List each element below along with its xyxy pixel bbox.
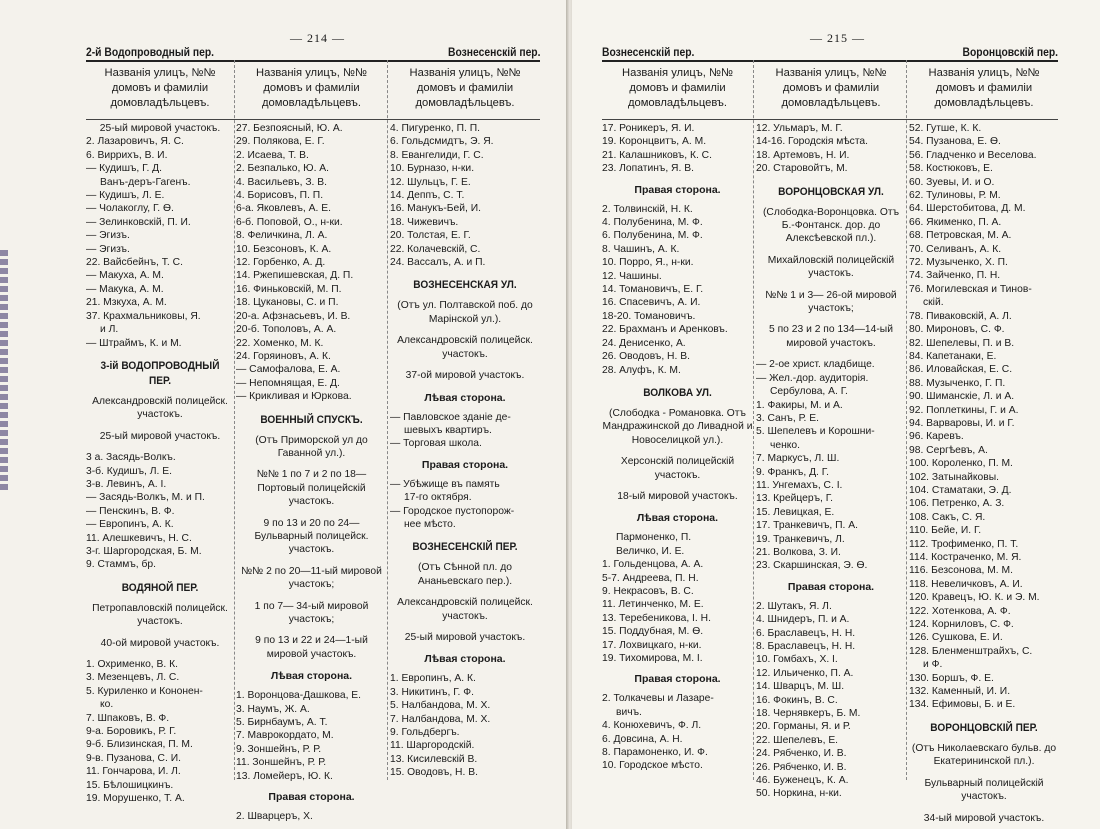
owner-entry: 60. Зуевы, И. и О.: [909, 176, 995, 188]
district-note: (Отъ Николаевскаго бульв. до Екатерининской пл.).: [911, 742, 1057, 768]
owner-entry: 90. Шиманскіе, Л. и А.: [909, 391, 1015, 403]
owner-entry: 17-го октября.: [404, 492, 472, 504]
owner-entry: 64. Шерстобитова, Д. М.: [909, 203, 1026, 215]
owner-entry: вичъ.: [616, 706, 642, 718]
street-heading: ВОРОНЦОВСКІЙ ПЕР.: [930, 721, 1038, 734]
owner-entry: 100. Короленко, П. М.: [909, 458, 1013, 470]
owner-entry: 58. Костюковъ, Е.: [909, 163, 993, 175]
owner-entry: 4. Борисовъ, П. П.: [236, 190, 324, 202]
owner-entry: — Торговая школа.: [390, 438, 482, 450]
owner-entry: 20-б. Тополовъ, А. А.: [236, 324, 337, 336]
owner-entry: 16. Финьковскій, М. П.: [236, 283, 342, 295]
district-note: №№ 2 по 20—11-ый мировой участокъ;: [241, 565, 382, 591]
column-body: [602, 119, 753, 773]
owner-entry: — Эгизъ.: [86, 230, 130, 242]
owner-entry: 9. Некрасовъ, В. С.: [602, 585, 694, 597]
district-note: 5 по 23 и 2 по 134—14-ый мировой участокъ.: [769, 324, 893, 349]
owner-entry: 18-20. Томановичъ.: [602, 310, 696, 322]
owner-entry: Величко, И. Е.: [616, 545, 685, 557]
owner-entry: 16. Фокинъ, В. С.: [756, 694, 838, 706]
running-header-left: 2-й Водопроводный пер.: [86, 45, 215, 59]
running-header-right: Воронцовскій пер.: [962, 45, 1058, 59]
owner-entry: 28. Алуфъ, К. М.: [602, 364, 681, 376]
owner-entry: 21. Калашниковъ, К. С.: [602, 149, 712, 161]
owner-entry: 124. Корниловъ, С. Ф.: [909, 619, 1014, 631]
owner-entry: — Жел.-дор. аудиторія.: [756, 372, 869, 384]
owner-entry: 8. Евангелиди, Г. С.: [390, 149, 484, 161]
owner-entry: 104. Стаматаки, Э. Д.: [909, 484, 1012, 496]
owner-entry: и Л.: [100, 324, 119, 336]
owner-entry: 20. Толстая, Е. Г.: [390, 230, 471, 242]
owner-entry: 52. Гутше, К. К.: [909, 123, 982, 134]
owner-entry: 6. Полубенина, М. Ф.: [602, 230, 703, 242]
owner-entry: 21. Мзкуха, А. М.: [86, 297, 167, 309]
owner-entry: 96. Каревъ.: [909, 431, 964, 443]
right-page: [572, 0, 1100, 829]
owner-entry: 22. Вайсбейнъ, Т. С.: [86, 257, 183, 269]
owner-entry: 78. Пиваковскій, А. Л.: [909, 310, 1012, 322]
owner-entry: 108. Сакъ, С. Я.: [909, 511, 986, 523]
owner-entry: 118. Невеличковъ, А. И.: [909, 578, 1023, 590]
owner-entry: 4. Полубенина, М. Ф.: [602, 217, 703, 229]
district-note: Михайловскій полицейскій участокъ.: [767, 254, 895, 280]
owner-entry: 14-16. Городскія мѣста.: [756, 136, 869, 148]
owner-entry: 22. Хоменко, М. К.: [236, 337, 324, 349]
district-note: Петропавловскій полицейск. участокъ.: [92, 602, 228, 628]
column-3: [390, 60, 540, 780]
owner-entry: 2. Толвинскій, Н. К.: [602, 203, 693, 215]
owner-entry: 13. Ломейеръ, Ю. К.: [236, 770, 333, 782]
owner-entry: 10. Городское мѣсто.: [602, 760, 703, 772]
owner-entry: 84. Капетанаки, Е.: [909, 350, 997, 362]
owner-entry: — Засядь-Волкъ, М. и П.: [86, 492, 205, 504]
owner-entry: 16. Спасевичъ, А. И.: [602, 297, 701, 309]
column-body: [909, 119, 1059, 825]
owner-entry: — Городское пустопорож-: [390, 505, 515, 517]
side-subheading: Лѣвая сторона.: [270, 670, 353, 683]
owner-entry: — 2-ое христ. кладбище.: [756, 359, 875, 371]
owner-entry: 72. Музыченко, Х. П.: [909, 257, 1008, 269]
owner-entry: 68. Петровская, М. А.: [909, 230, 1012, 242]
owner-entry: — Кудишъ, Л. Е.: [86, 190, 165, 202]
owner-entry: — Европинъ, А. К.: [86, 519, 174, 531]
owner-entry: 8. Парамоненко, И. Ф.: [602, 747, 708, 759]
page-number: — 215 —: [810, 31, 865, 45]
district-note: Александровскій полицейск. участокъ.: [92, 395, 228, 421]
district-note: (Отъ Сѣнной пл. до Ананьевскаго пер.).: [417, 562, 513, 587]
column-body: [756, 119, 906, 801]
owner-entry: 50. Норкина, н-ки.: [756, 788, 842, 800]
district-note: Александровскій полицейск. участокъ.: [397, 597, 533, 622]
owner-entry: 20. Горманы, Я. и Р.: [756, 721, 851, 733]
side-subheading: Правая сторона.: [634, 673, 721, 686]
owner-entry: ко.: [100, 699, 114, 711]
owner-entry: 46. Буженецъ, К. А.: [756, 775, 849, 787]
owner-entry: 19. Тихомирова, М. I.: [602, 653, 703, 664]
owner-entry: 18. Чернявкеръ, Б. М.: [756, 708, 861, 720]
owner-entry: 112. Трофименко, П. Т.: [909, 538, 1019, 550]
district-note: (Слободка-Воронцовка. Отъ Б.-Фонтанск. дор. до Алексѣевской пл.).: [762, 206, 900, 245]
owner-entry: ченко.: [770, 439, 800, 451]
running-header-right: Вознесенскій пер.: [447, 45, 540, 59]
district-note: №№ 1 и 3— 26-ой мировой участокъ;: [765, 289, 897, 315]
owner-entry: 82. Шепелевы, П. и В.: [909, 337, 1015, 349]
owner-entry: 25-ый мировой участокъ.: [99, 123, 221, 134]
owner-entry: 3-б. Кудишъ, Л. Е.: [86, 465, 172, 477]
owner-entry: 12. Шульцъ, Г. Е.: [390, 176, 471, 188]
owner-entry: 4. Шнидеръ, П. и А.: [756, 614, 850, 626]
owner-entry: 2. Толкачевы и Лазаре-: [602, 693, 714, 705]
district-note: 25-ый мировой участокъ.: [99, 430, 221, 442]
owner-entry: 9-в. Пузанова, С. И.: [86, 752, 181, 764]
owner-entry: 7. Мавpокордато, М.: [236, 730, 334, 742]
side-subheading: Правая сторона.: [421, 458, 509, 471]
owner-entry: 70. Селиванъ, А. К.: [909, 243, 1002, 255]
column-body: [236, 119, 387, 823]
side-subheading: Лѣвая сторона.: [424, 391, 506, 404]
owner-entry: Ванъ-деръ-Гагенъ.: [100, 176, 191, 188]
owner-entry: 20. Старовойтъ, М.: [756, 163, 848, 175]
owner-entry: 12. Ильиченко, П. А.: [756, 667, 854, 679]
owner-entry: — Крикливая и Юркова.: [236, 391, 352, 403]
district-note: №№ 1 по 7 и 2 по 18— Портовый полицейскій участокъ.: [256, 469, 367, 508]
street-heading: ВОЗНЕСЕНСКАЯ УЛ.: [413, 279, 517, 292]
page-number: — 214 —: [290, 31, 345, 45]
owner-entry: 2. Шутакъ, Я. Л.: [756, 600, 832, 612]
owner-entry: 7. Налбандова, М. Х.: [390, 713, 491, 725]
owner-entry: 3-в. Левинъ, А. I.: [86, 478, 167, 490]
owner-entry: 13. Теребеникова, I. Н.: [602, 612, 711, 624]
owner-entry: 98. Сергѣевъ, А.: [909, 444, 988, 456]
owner-entry: 2. Лазаровичъ, Я. С.: [86, 136, 184, 148]
owner-entry: 6-а. Яковлевъ, А. Е.: [236, 203, 331, 215]
district-note: (Отъ ул. Полтавской поб. до Марінской ул.).: [397, 300, 533, 325]
owner-entry: 5. Куриленко и Кононен-: [86, 685, 203, 697]
owner-entry: 10. Порро, Я., н-ки.: [602, 257, 694, 269]
owner-entry: 4. Пигуренко, П. П.: [390, 123, 480, 134]
owner-entry: 9-б. Близинская, П. М.: [86, 739, 193, 751]
owner-entry: 9-а. Боровикъ, Р. Г.: [86, 726, 177, 738]
owner-entry: 18. Чижевичъ.: [390, 216, 459, 228]
owner-entry: нее мѣсто.: [404, 518, 456, 530]
owner-entry: 128. Бленменштрайхъ, С.: [909, 645, 1033, 657]
column-1: [86, 60, 235, 805]
owner-entry: 1. Охрименко, В. К.: [86, 659, 178, 670]
owner-entry: 92. Поплеткины, Г. и А.: [909, 404, 1019, 416]
owner-entry: 13. Кисилевскій В.: [390, 753, 478, 765]
owner-entry: 134. Ефимовы, Б. и Е.: [909, 699, 1016, 711]
owner-entry: 24. Горяиновъ, А. К.: [236, 350, 331, 362]
owner-entry: 94. Варваровы, И. и Г.: [909, 417, 1015, 429]
owner-entry: 3. Санъ, Р. Е.: [756, 412, 819, 424]
owner-entry: — Макука, А. М.: [86, 283, 164, 295]
owner-entry: 122. Хотенкова, А. Ф.: [909, 605, 1011, 617]
side-subheading: Правая сторона.: [268, 791, 355, 804]
owner-entry: 114. Костраченко, М. Я.: [909, 552, 1022, 563]
owner-entry: 10. Гомбахъ, Х. I.: [756, 654, 838, 666]
owner-entry: — Павловское зданіе де-: [390, 411, 511, 423]
owner-entry: 3. Наумъ, Ж. А.: [236, 703, 310, 715]
owner-entry: Сербулова, А. Г.: [770, 386, 848, 398]
owner-entry: 14. Ржепишевская, Д. П.: [236, 270, 354, 282]
owner-entry: 1. Воронцова-Дашкова, Е.: [236, 690, 362, 702]
column-body: [390, 119, 540, 780]
owner-entry: 5. Налбандова, М. Х.: [390, 700, 491, 712]
column-3: [909, 60, 1059, 824]
owner-entry: 2. Шварцеръ, Х.: [236, 811, 313, 823]
district-note: Херсонскій полицейскій участокъ.: [620, 456, 735, 481]
owner-entry: 26. Рябченко, И. В.: [756, 761, 847, 773]
owner-entry: 19. Транкевичъ, Л.: [756, 533, 845, 545]
owner-entry: 126. Сушкова, Е. И.: [909, 632, 1003, 644]
owner-entry: 19. Коронцвитъ, А. М.: [602, 136, 707, 148]
owner-entry: 1. Гольденцова, А. А.: [602, 559, 704, 571]
owner-entry: 5. Бирнбаумъ, А. Т.: [236, 717, 328, 729]
owner-entry: 17. Транкевичъ, П. А.: [756, 520, 858, 532]
district-note: 1 по 7— 34-ый мировой участокъ;: [254, 600, 369, 625]
column-heading: Названія улицъ, №№ домовъ и фамиліи домовладѣльцевъ.: [775, 67, 887, 109]
owner-entry: 62. Тулиновы, Р. М.: [909, 190, 1001, 202]
owner-entry: 1. Факиры, М. и А.: [756, 399, 843, 411]
owner-entry: 76. Могилевская и Тинов-: [909, 283, 1032, 295]
owner-entry: 6. Браславецъ, Н. Н.: [756, 627, 856, 639]
owner-entry: 21. Волкова, З. И.: [756, 546, 841, 558]
owner-entry: 66. Якименко, П. А.: [909, 216, 1002, 228]
owner-entry: 106. Петренко, А. З.: [909, 498, 1005, 510]
owner-entry: — Самофалова, Е. А.: [236, 364, 341, 376]
owner-entry: 19. Морушенко, Т. А.: [86, 793, 185, 805]
street-heading: ВОЛКОВА УЛ.: [643, 386, 712, 399]
owner-entry: — Непомнящая, Е. Д.: [236, 377, 340, 389]
district-note: 18-ый мировой участокъ.: [617, 490, 738, 502]
owner-entry: 5. Шепелевъ и Корошни-: [756, 426, 875, 438]
owner-entry: 86. Иловайская, Е. С.: [909, 364, 1013, 376]
column-heading: Названія улицъ, №№ домовъ и фамиліи домовладѣльцевъ.: [104, 67, 216, 109]
owner-entry: — Штраймъ, К. и М.: [86, 337, 182, 349]
owner-entry: 8. Чашинъ, А. К.: [602, 243, 680, 255]
district-note: 40-ой мировой участокъ.: [100, 637, 220, 649]
owner-entry: 6. Гольдсмидтъ, Э. Я.: [390, 136, 494, 148]
owner-entry: 29. Полякова, Е. Г.: [236, 136, 325, 148]
owner-entry: 4. Конюхевичъ, Ф. Л.: [602, 720, 702, 732]
district-note: 9 по 13 и 22 и 24—1-ый мировой участокъ.: [255, 635, 368, 660]
street-heading: ВОЕННЫЙ СПУСКЪ.: [260, 413, 363, 426]
owner-entry: 9. Стаммъ, бр.: [86, 559, 157, 571]
owner-entry: 12. Чашины.: [602, 270, 662, 282]
owner-entry: 15. Бѣлошицкинъ.: [86, 779, 174, 791]
owner-entry: 56. Гладченко и Веселова.: [909, 149, 1037, 161]
owner-entry: 23. Скаршинская, Э. Ѳ.: [756, 560, 868, 572]
owner-entry: — Зелинковскій, П. И.: [86, 216, 191, 228]
owner-entry: 110. Бейе, И. Г.: [909, 525, 982, 537]
owner-entry: 16. Манукъ-Бей, И.: [390, 203, 482, 215]
column-2: [756, 60, 907, 800]
owner-entry: 17. Лохвицкаго, н-ки.: [602, 639, 702, 651]
district-note: (Слободка - Романовка. Отъ Мандражинской до Ливадной и Новоселицкой ул.).: [602, 407, 753, 446]
owner-entry: 11. Гончарова, И. Л.: [86, 766, 181, 778]
owner-entry: 26. Оводовъ, Н. В.: [602, 351, 690, 363]
owner-entry: 5-7. Андреева, П. Н.: [602, 572, 699, 584]
owner-entry: 24. Рябченко, И. В.: [756, 748, 847, 760]
side-subheading: Лѣвая сторона.: [424, 653, 506, 666]
district-note: 34-ый мировой участокъ.: [923, 812, 1045, 824]
owner-entry: и Ф.: [923, 659, 943, 671]
district-note: 9 по 13 и 20 по 24—Бульварный полицейск. участокъ.: [254, 517, 369, 556]
owner-entry: 130. Боршъ, Ф. Е.: [909, 672, 994, 684]
owner-entry: 22. Колачевскій, С.: [390, 243, 481, 255]
owner-entry: 14. Деппъ, С. Т.: [390, 190, 465, 202]
owner-entry: 12. Горбенко, А. Д.: [236, 257, 326, 269]
owner-entry: 11. Унгемахъ, С. I.: [756, 479, 843, 491]
owner-entry: — Чолакоглу, Г. Ѳ.: [86, 203, 174, 215]
owner-entry: — Убѣжище въ память: [390, 478, 500, 490]
owner-entry: шевыхъ квартиръ.: [404, 424, 492, 436]
side-subheading: Правая сторона.: [634, 183, 721, 196]
owner-entry: 8. Феличкина, Л. А.: [236, 230, 328, 242]
owner-entry: 24. Денисенко, А.: [602, 337, 686, 349]
owner-entry: 11. Шаргородскій.: [390, 740, 475, 752]
street-heading: ВОРОНЦОВСКАЯ УЛ.: [778, 185, 884, 198]
owner-entry: 15. Левицкая, Е.: [756, 506, 835, 518]
column-2: [236, 60, 388, 823]
side-subheading: Лѣвая сторона.: [636, 512, 719, 525]
owner-entry: 27. Безпоясный, Ю. А.: [236, 123, 343, 134]
district-note: 37-ой мировой участокъ.: [405, 370, 525, 382]
owner-entry: 80. Мироновъ, С. Ф.: [909, 324, 1005, 336]
owner-entry: 132. Каменный, И. И.: [909, 686, 1011, 698]
column-1: [602, 60, 754, 780]
owner-entry: 6. Виррихъ, В. И.: [86, 149, 168, 161]
owner-entry: 14. Шварцъ, М. Ш.: [756, 681, 845, 693]
owner-entry: 17. Роникеръ, Я. И.: [602, 123, 695, 134]
owner-entry: 6-б. Поповой, О., н-ки.: [236, 216, 343, 228]
owner-entry: 120. Кравецъ, Ю. К. и Э. М.: [909, 592, 1040, 604]
owner-entry: 12. Ульмаръ, М. Г.: [756, 123, 843, 134]
owner-entry: 3-г. Шаргородская, Б. М.: [86, 545, 202, 557]
owner-entry: 37. Крахмальниковы, Я.: [86, 310, 201, 322]
owner-entry: — Эгизъ.: [86, 243, 130, 255]
owner-entry: 22. Брахманъ и Аренковъ.: [602, 324, 728, 336]
owner-entry: 88. Музыченко, Г. П.: [909, 377, 1006, 389]
owner-entry: 15. Оводовъ, Н. В.: [390, 767, 478, 779]
column-heading: Названія улицъ, №№ домовъ и фамиліи домовладѣльцевъ.: [409, 67, 521, 109]
owner-entry: скій.: [923, 297, 944, 309]
owner-entry: 2. Исаева, Т. В.: [236, 149, 309, 161]
owner-entry: 74. Зайченко, П. Н.: [909, 270, 1001, 282]
column-heading: Названія улицъ, №№ домовъ и фамиліи домовладѣльцевъ.: [622, 67, 733, 109]
owner-entry: 24. Вассалъ, А. и П.: [390, 257, 486, 269]
owner-entry: 116. Безсонова, М. М.: [909, 565, 1013, 577]
owner-entry: 6. Довсина, А. Н.: [602, 733, 683, 745]
owner-entry: 7. Маркусъ, Л. Ш.: [756, 453, 840, 465]
street-heading: ВОЗНЕСЕНСКІЙ ПЕР.: [412, 541, 518, 554]
district-note: Александровскій полицейск. участокъ.: [397, 335, 533, 360]
owner-entry: 23. Лопатинъ, Я. В.: [602, 163, 694, 175]
district-note: Бульварный полицейскій участокъ.: [924, 777, 1044, 803]
owner-entry: 10. Безсоновъ, К. А.: [236, 243, 332, 255]
owner-entry: 11. Зоншейнъ, Р. Р.: [236, 757, 327, 769]
owner-entry: 11. Летинченко, М. Е.: [602, 599, 704, 611]
owner-entry: 3 а. Засядь-Волкъ.: [86, 452, 176, 464]
street-heading: 3-ій ВОДОПРОВОДНЫЙ ПЕР.: [100, 359, 220, 387]
owner-entry: — Кудишъ, Г. Д.: [86, 163, 163, 175]
owner-entry: 22. Шепелевъ, Е.: [756, 734, 839, 746]
owner-entry: — Макуха, А. М.: [86, 270, 164, 282]
owner-entry: 8. Браславецъ, Н. Н.: [756, 641, 856, 652]
owner-entry: 102. Затынайковы.: [909, 471, 999, 483]
owner-entry: 1. Европинъ, А. К.: [390, 673, 476, 685]
column-heading: Названія улицъ, №№ домовъ и фамиліи домовладѣльцевъ.: [928, 67, 1040, 109]
owner-entry: 54. Пузанова, Е. Ѳ.: [909, 136, 1001, 148]
library-stamp: [0, 250, 8, 490]
owner-entry: 9. Гольдбергъ.: [390, 727, 460, 738]
owner-entry: — Пенскинъ, В. Ф.: [86, 505, 175, 517]
district-note: (Отъ Приморской ул до Гаванной ул.).: [255, 434, 368, 459]
owner-entry: 11. Алешкевичъ, Н. С.: [86, 532, 192, 544]
owner-entry: 18. Цукановы, С. и П.: [236, 297, 339, 309]
owner-entry: 9. Франкъ, Д. Г.: [756, 466, 829, 478]
owner-entry: 14. Томановичъ, Е. Г.: [602, 284, 704, 296]
running-header-left: Вознесенскій пер.: [602, 45, 695, 59]
owner-entry: 4. Васильевъ, З. В.: [236, 176, 327, 188]
column-body: [86, 119, 234, 805]
owner-entry: 3. Мезенцевъ, Л. С.: [86, 672, 180, 684]
district-note: 25-ый мировой участокъ.: [404, 631, 526, 643]
owner-entry: 10. Бурназо, н-ки.: [390, 163, 475, 175]
street-heading: ВОДЯНОЙ ПЕР.: [121, 581, 199, 594]
column-heading: Названія улицъ, №№ домовъ и фамиліи домовладѣльцевъ.: [256, 67, 367, 109]
owner-entry: 9. Зоншейнъ, Р. Р.: [236, 743, 322, 755]
owner-entry: 2. Безпалько, Ю. А.: [236, 163, 330, 175]
owner-entry: 18. Артемовъ, Н. И.: [756, 149, 850, 161]
owner-entry: 15. Поддубная, М. Ѳ.: [602, 626, 704, 638]
owner-entry: 13. Крейцеръ, Г.: [756, 493, 833, 505]
owner-entry: 3. Никитинъ, Г. Ф.: [390, 686, 474, 698]
owner-entry: 20-а. Афзнасьевъ, И. В.: [236, 310, 351, 322]
side-subheading: Правая сторона.: [787, 580, 875, 593]
owner-entry: Пармоненко, П.: [616, 532, 692, 544]
owner-entry: 7. Шпаковъ, В. Ф.: [86, 712, 170, 724]
